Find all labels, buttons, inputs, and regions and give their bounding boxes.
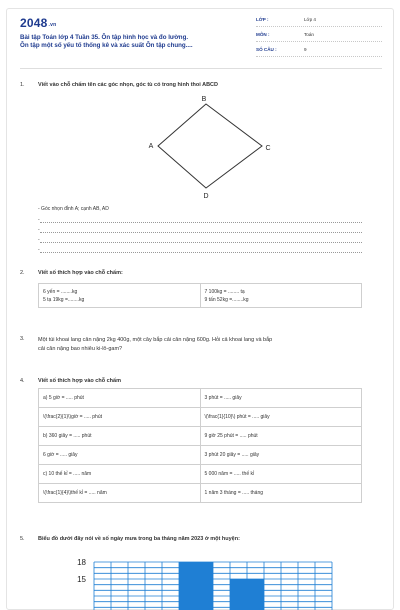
vertex-label-d: D xyxy=(203,193,209,200)
answer-dash: - xyxy=(38,237,40,243)
answer-dash: - xyxy=(38,227,40,233)
table-cell[interactable]: 1 năm 3 tháng = ..... tháng xyxy=(200,484,362,503)
answer-line[interactable] xyxy=(38,226,362,236)
y-tick-label: 15 xyxy=(77,575,86,584)
question-3-text xyxy=(38,336,364,354)
question-2-number: 2. xyxy=(20,270,25,276)
table-cell[interactable]: 3 phút = ..... giây xyxy=(200,389,362,408)
table-cell[interactable]: 5 000 năm = ..... thế kỉ xyxy=(200,465,362,484)
meta-count-key: SỐ CÂU : xyxy=(256,47,277,52)
table-cell[interactable]: 9 giờ 25 phút = ..... phút xyxy=(200,427,362,446)
vertex-label-b: B xyxy=(201,96,207,103)
question-4-table xyxy=(38,388,362,503)
question-3-line-1: Một túi khoai lang cân nặng 2kg 400g, một cây bắp cải cân nặng 600g. Hỏi cả khoai lang và bắp xyxy=(38,337,273,343)
meta-count-value: 9 xyxy=(304,47,307,52)
meta-subject xyxy=(256,29,382,42)
table-row xyxy=(39,484,362,503)
question-5-number: 5. xyxy=(20,536,25,542)
worksheet-header xyxy=(20,14,382,60)
table-row xyxy=(39,446,362,465)
answer-dash: - xyxy=(38,247,40,253)
table-cell[interactable] xyxy=(39,284,201,308)
question-1-number: 1. xyxy=(20,82,25,88)
site-logo[interactable] xyxy=(20,16,56,30)
question-4-text: Viết số thích hợp vào chỗ chấm xyxy=(38,378,121,384)
question-3-number: 3. xyxy=(20,336,25,342)
question-3-line-2: cải cân nặng bao nhiêu ki-lô-gam? xyxy=(38,346,123,352)
question-2-text: Viết số thích hợp vào chỗ chấm: xyxy=(38,270,123,276)
rain-days-chart xyxy=(34,550,364,610)
chart-bar xyxy=(230,579,264,610)
title-line-2: Ôn tập một số yếu tố thống kê và xác suất Ôn tập chung.... xyxy=(20,42,193,49)
vertex-label-a: A xyxy=(148,143,154,150)
answer-dash: - xyxy=(38,217,40,223)
worksheet-title xyxy=(20,34,250,50)
table-cell[interactable]: \(\frac{1}{10}\) phút = ..... giây xyxy=(200,408,362,427)
meta-subject-key: MÔN : xyxy=(256,32,270,37)
table-cell[interactable]: 3 phút 20 giây = ..... giây xyxy=(200,446,362,465)
table-row xyxy=(39,389,362,408)
table-cell[interactable]: c) 10 thế kỉ = ..... năm xyxy=(39,465,201,484)
rhombus-diagram xyxy=(138,92,274,202)
table-row xyxy=(39,427,362,446)
meta-box xyxy=(256,14,382,59)
answer-line[interactable] xyxy=(38,236,362,246)
question-1-answers xyxy=(38,206,362,256)
table-cell[interactable]: a) 5 giờ = ..... phút xyxy=(39,389,201,408)
table-cell[interactable]: \(\frac{1}{4}\)thế kỉ = ..... năm xyxy=(39,484,201,503)
meta-class-value: Lớp 4 xyxy=(304,17,316,22)
table-cell[interactable]: 6 giờ = ..... giây xyxy=(39,446,201,465)
logo-text: 2048 xyxy=(20,16,48,30)
table-row xyxy=(39,284,362,308)
header-divider xyxy=(20,68,382,69)
chart-bar xyxy=(179,562,213,610)
logo-suffix: .vn xyxy=(48,22,57,28)
rhombus-shape xyxy=(158,104,262,188)
table-row xyxy=(39,408,362,427)
question-4-number: 4. xyxy=(20,378,25,384)
meta-subject-value: Toán xyxy=(304,32,314,37)
meta-class xyxy=(256,14,382,27)
cell-line: 9 tấn 52kg =........kg xyxy=(204,296,249,303)
question-2-table xyxy=(38,283,362,308)
question-5-text: Biểu đồ dưới đây nói về số ngày mưa trong ba tháng năm 2023 ở một huyện: xyxy=(38,536,240,542)
table-cell[interactable]: \(\frac{2}{1}\)giờ = ..... phút xyxy=(39,408,201,427)
answer-line[interactable] xyxy=(38,216,362,226)
table-row xyxy=(39,465,362,484)
table-cell[interactable] xyxy=(200,284,362,308)
question-1-text: Viết vào chỗ chấm tên các góc nhọn, góc tù có trong hình thoi ABCD xyxy=(38,82,218,88)
y-tick-label: 18 xyxy=(77,558,86,567)
table-cell[interactable]: b) 360 giây = ..... phút xyxy=(39,427,201,446)
title-line-1: Bài tập Toán lớp 4 Tuần 35. Ôn tập hình học và đo lường. xyxy=(20,34,189,41)
cell-line: 5 tạ 19kg =........kg xyxy=(43,296,85,303)
meta-count xyxy=(256,44,382,57)
answer-example: - Góc nhọn đỉnh A; cạnh AB, AD xyxy=(38,206,109,212)
vertex-label-c: C xyxy=(265,145,271,152)
cell-line: 6 yến = ........kg xyxy=(43,288,78,295)
meta-class-key: LỚP : xyxy=(256,17,269,22)
cell-line: 7 100kg = ........ tạ xyxy=(204,288,245,295)
answer-line[interactable] xyxy=(38,246,362,256)
